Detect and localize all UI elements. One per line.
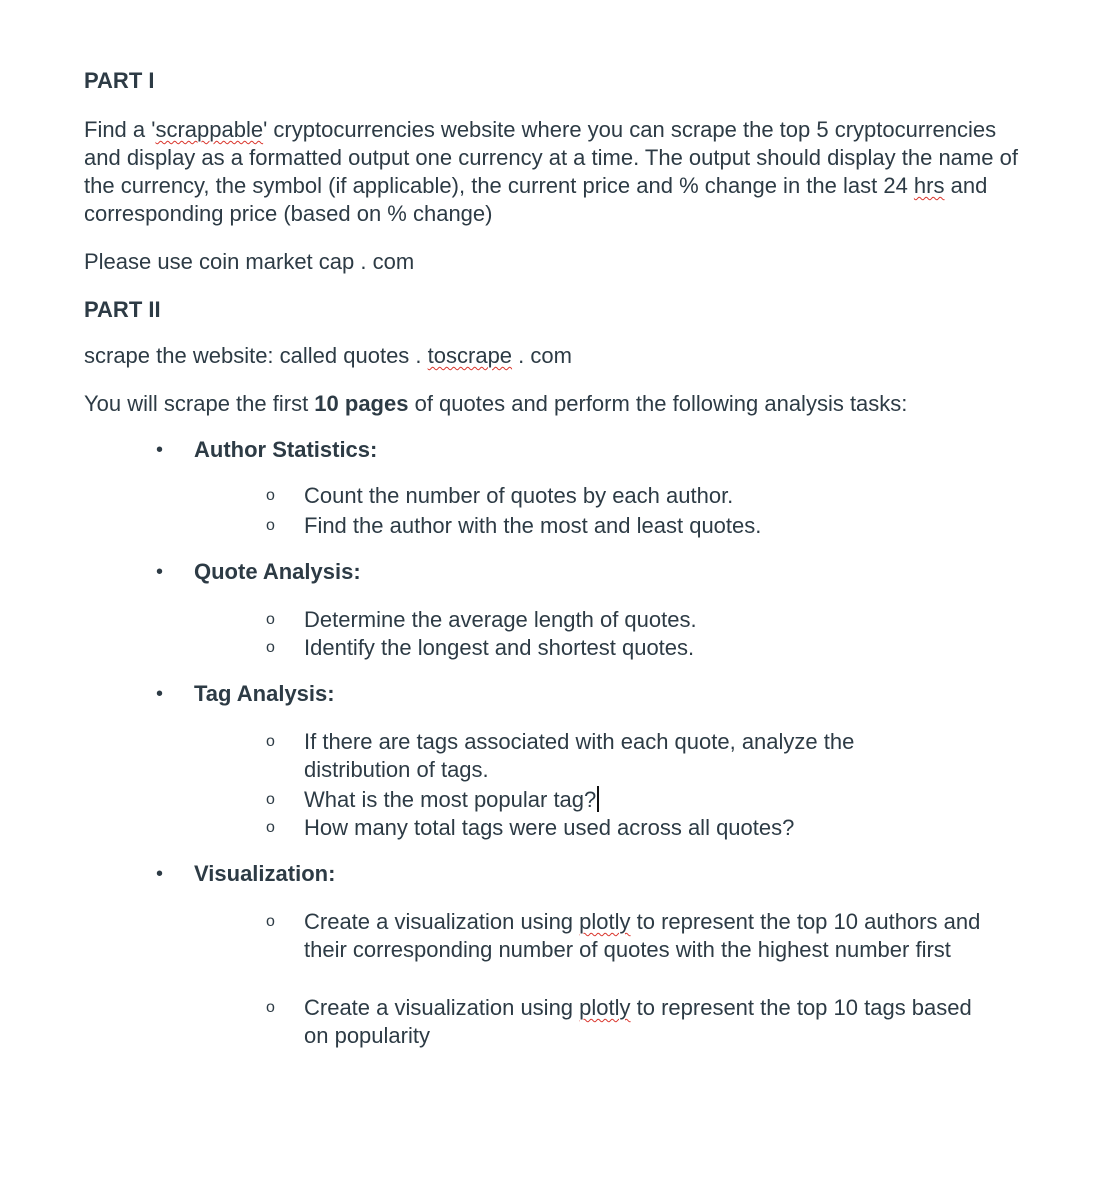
part-1-instruction: Please use coin market cap . com: [84, 249, 415, 274]
task-item: Find the author with the most and least quotes.: [304, 513, 762, 538]
sub-bullet: o: [266, 733, 275, 750]
task-item: Create a visualization using plotly to represent the top 10 authors and their corresponding number of quotes with the highest number first: [304, 909, 981, 962]
spellcheck-word[interactable]: plotly: [579, 909, 631, 934]
part-2-heading: PART II: [84, 297, 161, 322]
task-item-with-cursor[interactable]: What is the most popular tag?: [304, 786, 1024, 814]
sub-bullet: o: [266, 487, 275, 504]
sub-bullet: o: [266, 819, 275, 836]
list-bullet: •: [156, 561, 164, 583]
spellcheck-word[interactable]: plotly: [579, 995, 631, 1020]
section-title-quote-analysis: Quote Analysis:: [194, 559, 361, 584]
part-1-paragraph: Find a 'scrappable' cryptocurrencies website where you can scrape the top 5 cryptocurrencies and display as a formatted output one currency at a time. The output should display the name of the currency, the symbol (if applicable), the current price and % change in the last 24 hrs and corresponding price (based on % change): [84, 117, 1018, 226]
spellcheck-word[interactable]: toscrape: [427, 343, 513, 368]
section-title-visualization: Visualization:: [194, 861, 336, 886]
sub-bullet: o: [266, 639, 275, 656]
section-title-tag-analysis: Tag Analysis:: [194, 681, 335, 706]
tasks-intro: You will scrape the first 10 pages of quotes and perform the following analysis tasks:: [84, 391, 908, 416]
spellcheck-word[interactable]: hrs: [913, 173, 945, 198]
sub-bullet: o: [266, 611, 275, 628]
list-bullet: •: [156, 439, 164, 461]
list-bullet: •: [156, 863, 164, 885]
sub-bullet: o: [266, 517, 275, 534]
task-item: Create a visualization using plotly to represent the top 10 tags based on popularity: [304, 995, 972, 1048]
task-item: Determine the average length of quotes.: [304, 607, 697, 632]
sub-bullet: o: [266, 913, 275, 930]
task-item: Count the number of quotes by each author.: [304, 483, 734, 508]
section-title-author-statistics: Author Statistics:: [194, 437, 378, 462]
list-bullet: •: [156, 683, 164, 705]
scrape-website-line: scrape the website: called quotes . toscrape . com: [84, 343, 572, 368]
task-item: Identify the longest and shortest quotes.: [304, 635, 695, 660]
task-item: If there are tags associated with each quote, analyze the distribution of tags.: [304, 729, 855, 782]
sub-bullet: o: [266, 791, 275, 808]
spellcheck-word[interactable]: scrappable: [155, 117, 264, 142]
part-1-heading: PART I: [84, 68, 155, 93]
task-item: How many total tags were used across all quotes?: [304, 815, 795, 840]
text-cursor: [597, 786, 599, 812]
sub-bullet: o: [266, 999, 275, 1016]
